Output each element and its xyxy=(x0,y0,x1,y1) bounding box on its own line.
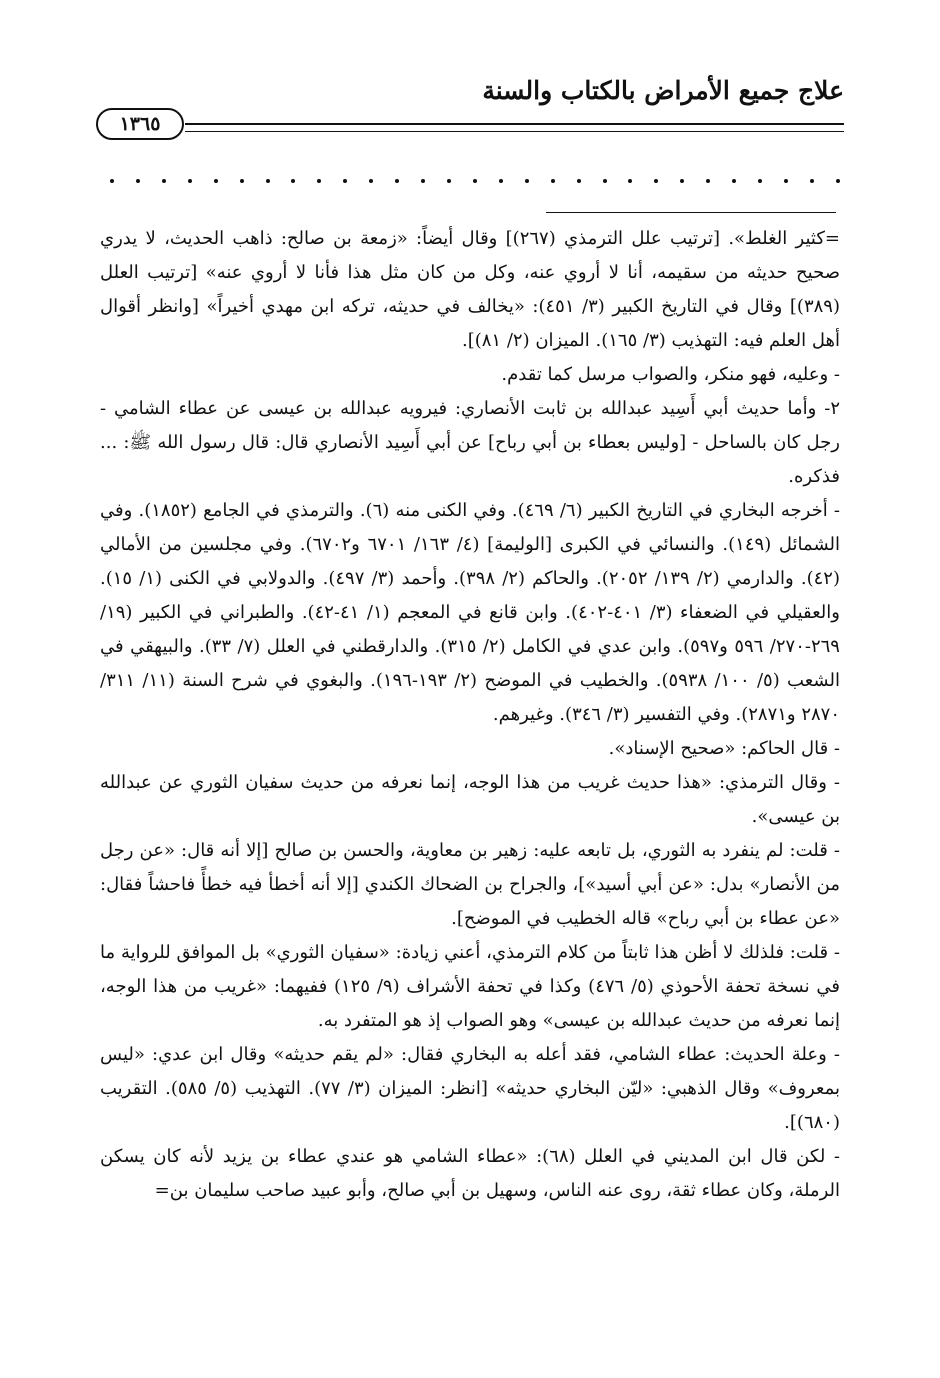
separator-dot xyxy=(110,179,114,183)
paragraph-4: - أخرجه البخاري في التاريخ الكبير (٦/ ٤٦٩). وفي الكنى منه (٦). والترمذي في الجامع (١٨٥٢). وفي الشمائل (١٤٩). والنسائي في الكبرى [الوليمة] (٤/ ١٦٣/ ٦٧٠١ و٦٧٠٢). وفي مجلسين من الأمالي (٤٢). والدارمي (٢/ ١٣٩/ ٢٠٥٢). والحاكم (٢/ ٣٩٨). وأحمد (٣/ ٤٩٧). والدولابي في الكنى (١/ ١٥). والعقيلي في الضعفاء (٣/ ٤٠١-٤٠٢). وابن قانع في المعجم (١/ ٤١-٤٢). والطبراني في الكبير (١٩/ ٢٦٩-٢٧٠/ ٥٩٦ و٥٩٧). وابن عدي في الكامل (٢/ ٣١٥). والدارقطني في العلل (٧/ ٣٣). والبيهقي في الشعب (٥/ ١٠٠/ ٥٩٣٨). والخطيب في الموضح (٢/ ١٩٣-١٩٦). والبغوي في شرح السنة (١١/ ٣١١/ ٢٨٧٠ و٢٨٧١). وفي التفسير (٣/ ٣٤٦). وغيرهم. xyxy=(100,500,841,725)
separator-dot xyxy=(266,179,270,183)
separator-dot xyxy=(706,179,710,183)
separator-dot xyxy=(525,179,529,183)
paragraph-10: - لكن قال ابن المديني في العلل (٦٨): «عطاء الشامي هو عندي عطاء بن يزيد لأنه كان يسكن الرملة، وكان عطاء ثقة، روى عنه الناس، وسهيل بن أبي صالح، وأبو عبيد صاحب سليمان بن= xyxy=(100,1146,840,1201)
page-header-title: علاج جميع الأمراض بالكتاب والسنة xyxy=(482,76,844,105)
separator-dot xyxy=(836,179,840,183)
header-rule xyxy=(185,123,844,132)
footnote-content xyxy=(100,222,840,1208)
separator-dot xyxy=(810,179,814,183)
separator-dot xyxy=(162,179,166,183)
paragraph-5: - قال الحاكم: «صحيح الإسناد». xyxy=(608,738,840,759)
paragraph-6: - وقال الترمذي: «هذا حديث غريب من هذا الوجه، إنما نعرفه من حديث سفيان الثوري عن عبدالله بن عيسى». xyxy=(100,772,840,827)
paragraph-8: - قلت: فلذلك لا أظن هذا ثابتاً من كلام الترمذي، أعني زيادة: «سفيان الثوري» بل الموافق للرواية ما في نسخة تحفة الأحوذي (٥/ ٤٧٦) وكذا في تحفة الأشراف (٩/ ١٢٥) ففيهما: «غريب من هذا الوجه، إنما نعرفه من حديث عبدالله بن عيسى» وهو الصواب إذ هو المتفرد به. xyxy=(100,942,841,1031)
page-number-badge: ١٣٦٥ xyxy=(96,108,184,140)
separator-dot xyxy=(628,179,632,183)
separator-dot xyxy=(291,179,295,183)
separator-dot xyxy=(343,179,347,183)
separator-dot xyxy=(395,179,399,183)
paragraph-9: - وعلة الحديث: عطاء الشامي، فقد أعله به البخاري فقال: «لم يقم حديثه» وقال ابن عدي: «ليس بمعروف» وقال الذهبي: «ليّن البخاري حديثه» [انظر: الميزان (٣/ ٧٧). التهذيب (٥/ ٥٨٥). التقريب (٦٨٠)]. xyxy=(100,1044,840,1133)
separator-dot xyxy=(188,179,192,183)
paragraph-1: =كثير الغلط». [ترتيب علل الترمذي (٢٦٧)] وقال أيضاً: «زمعة بن صالح: ذاهب الحديث، لا يدري صحيح حديثه من سقيمه، أنا لا أروي عنه، وكل من كان مثل هذا فأنا لا أروي عنه» [ترتيب العلل (٣٨٩)] وقال في التاريخ الكبير (٣/ ٤٥١): «يخالف في حديثه، تركه ابن مهدي أخيراً» [وانظر أقوال أهل العلم فيه: التهذيب (٣/ ١٦٥). الميزان (٢/ ٨١)]. xyxy=(100,228,840,351)
separator-dot xyxy=(317,179,321,183)
separator-dot xyxy=(603,179,607,183)
paragraph-7: - قلت: لم ينفرد به الثوري، بل تابعه عليه: زهير بن معاوية، والحسن بن صالح [إلا أنه قال: «عن رجل من الأنصار» بدل: «عن أبي أسيد»]، والجراح بن الضحاك الكندي [إلا أنه أخطأ فيه خطأً فاحشاً فقال: «عن عطاء بن أبي رباح» قاله الخطيب في الموضح]. xyxy=(100,840,840,929)
separator-dot xyxy=(473,179,477,183)
separator-dot xyxy=(654,179,658,183)
separator-dot xyxy=(784,179,788,183)
separator-dot xyxy=(499,179,503,183)
section-separator-dots xyxy=(110,172,840,190)
separator-dot xyxy=(551,179,555,183)
separator-dot xyxy=(758,179,762,183)
separator-dot xyxy=(214,179,218,183)
paragraph-2: - وعليه، فهو منكر، والصواب مرسل كما تقدم. xyxy=(501,364,840,385)
separator-dot xyxy=(240,179,244,183)
separator-dot xyxy=(136,179,140,183)
paragraph-3: ٢- وأما حديث أبي أَسِيد عبدالله بن ثابت الأنصاري: فيرويه عبدالله بن عيسى عن عطاء الشامي - رجل كان بالساحل - [وليس بعطاء بن أبي رباح] عن أبي أَسِيد الأنصاري قال: قال رسول الله ﷺ: ... فذكره. xyxy=(100,398,840,487)
separator-dot xyxy=(369,179,373,183)
footnote-rule xyxy=(546,212,836,213)
separator-dot xyxy=(421,179,425,183)
separator-dot xyxy=(577,179,581,183)
separator-dot xyxy=(732,179,736,183)
separator-dot xyxy=(447,179,451,183)
separator-dot xyxy=(680,179,684,183)
